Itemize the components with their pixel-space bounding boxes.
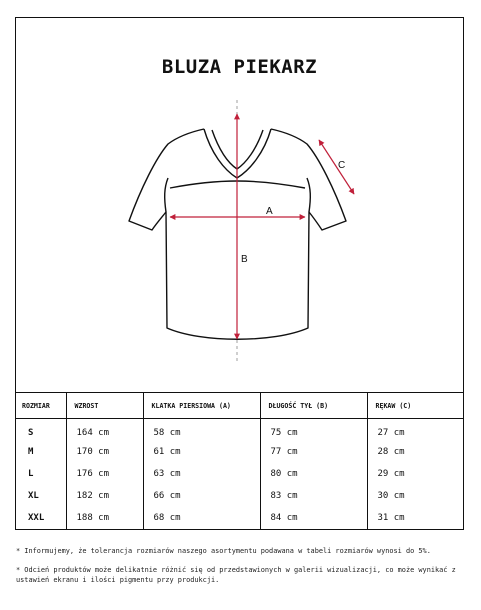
header-sleeve: RĘKAW (C): [367, 393, 463, 419]
table-row: [16, 485, 463, 507]
cell-sleeve: 27 cm: [367, 419, 463, 441]
table-row: [16, 419, 463, 441]
cell-size: S: [28, 427, 34, 438]
cell-chest: 58 cm: [143, 419, 260, 441]
cell-sleeve: 31 cm: [367, 507, 463, 529]
footnotes: [16, 546, 466, 594]
header-size: ROZMIAR: [16, 393, 66, 419]
cell-height: 164 cm: [66, 419, 143, 441]
label-c: C: [338, 160, 346, 171]
cell-back-length: 83 cm: [260, 485, 367, 507]
cell-sleeve: 30 cm: [367, 485, 463, 507]
cell-size: XXL: [28, 512, 45, 523]
label-b: B: [241, 254, 248, 265]
sleeve-measure-line: [319, 140, 354, 194]
size-chart-card: [15, 17, 464, 530]
cell-sleeve: 29 cm: [367, 463, 463, 485]
table-row: [16, 463, 463, 485]
cell-back-length: 80 cm: [260, 463, 367, 485]
table-row: [16, 441, 463, 463]
cell-height: 170 cm: [66, 441, 143, 463]
cell-height: 188 cm: [66, 507, 143, 529]
cell-chest: 66 cm: [143, 485, 260, 507]
cell-size: XL: [28, 490, 39, 501]
garment-diagram: [16, 18, 463, 378]
cell-sleeve: 28 cm: [367, 441, 463, 463]
cell-chest: 68 cm: [143, 507, 260, 529]
cell-height: 176 cm: [66, 463, 143, 485]
header-chest: KLATKA PIERSIOWA (A): [143, 393, 260, 419]
cell-size: L: [28, 468, 34, 479]
header-back-length: DŁUGOŚĆ TYŁ (B): [260, 393, 367, 419]
tolerance-note: * Informujemy, że tolerancja rozmiarów naszego asortymentu podawana w tabeli rozmiarów wynosi do 5%.: [16, 547, 431, 555]
label-a: A: [266, 206, 273, 217]
size-table: [16, 392, 463, 529]
product-title: BLUZA PIEKARZ: [161, 56, 318, 78]
table-header-row: [16, 393, 463, 419]
header-height: WZROST: [66, 393, 143, 419]
cell-back-length: 77 cm: [260, 441, 367, 463]
cell-height: 182 cm: [66, 485, 143, 507]
cell-chest: 61 cm: [143, 441, 260, 463]
cell-size: M: [28, 446, 34, 457]
cell-back-length: 84 cm: [260, 507, 367, 529]
table-row: [16, 507, 463, 529]
cell-chest: 63 cm: [143, 463, 260, 485]
color-note: * Odcień produktów może delikatnie różnić się od przedstawionych w galerii wizualizacji, co może wynikać z ustawień ekranu i ilości pigmentu przy produkcji.: [16, 566, 456, 584]
cell-back-length: 75 cm: [260, 419, 367, 441]
